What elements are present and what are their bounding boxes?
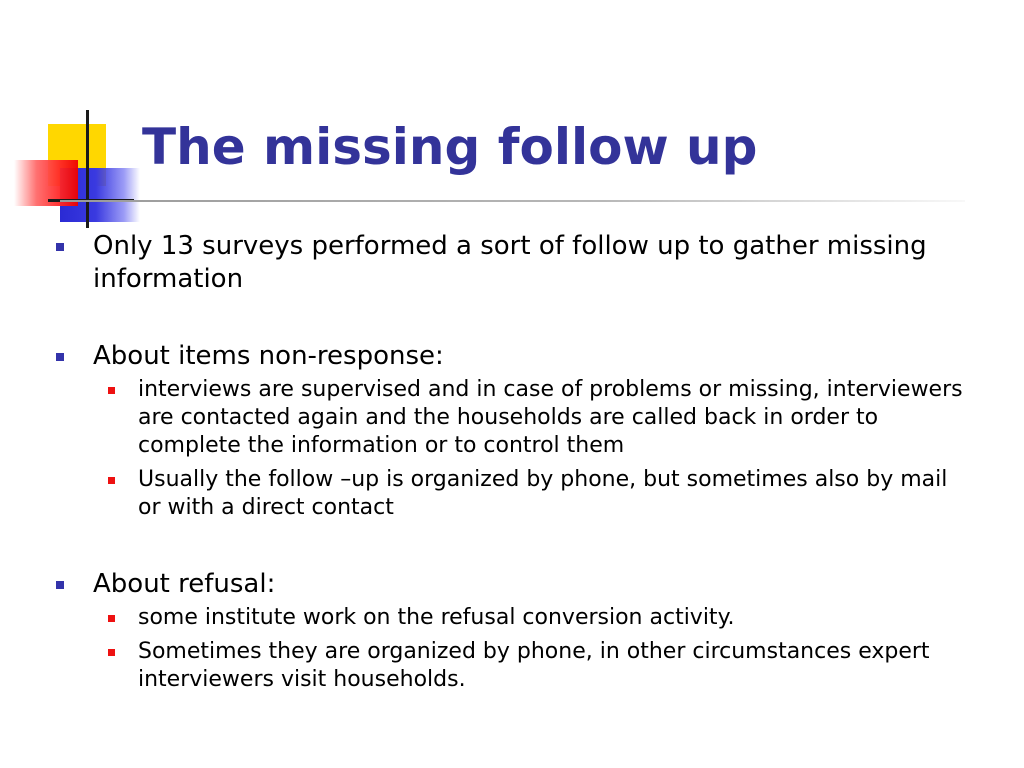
bullet-item (93, 568, 953, 601)
sub-bullet-square-icon (108, 615, 115, 622)
bullet-square-icon (56, 243, 64, 251)
sub-bullet-text: some institute work on the refusal conversion activity. (138, 605, 735, 630)
sub-bullet-square-icon (108, 649, 115, 656)
title-divider (60, 200, 965, 202)
bullet-text: Only 13 surveys performed a sort of follow up to gather missing information (93, 231, 927, 294)
sub-bullet-item (138, 466, 968, 522)
bullet-text: About items non-response: (93, 341, 444, 371)
slide-title: The missing follow up (142, 118, 758, 176)
bullet-text: About refusal: (93, 569, 276, 599)
sub-bullet-text: Usually the follow –up is organized by phone, but sometimes also by mail or with a direct contact (138, 467, 948, 520)
sub-bullet-text: interviews are supervised and in case of problems or missing, interviewers are contacted again and the households are called back in order to complete the information or to control them (138, 377, 963, 458)
sub-bullet-square-icon (108, 387, 115, 394)
bullet-square-icon (56, 581, 64, 589)
sub-bullet-item (138, 376, 968, 460)
sub-bullet-item (138, 638, 968, 694)
bullet-item (93, 230, 953, 296)
bullet-list (0, 226, 1024, 694)
sub-bullet-text: Sometimes they are organized by phone, in other circumstances expert interviewers visit households. (138, 639, 930, 692)
sub-bullet-square-icon (108, 477, 115, 484)
bullet-item (93, 340, 953, 373)
sub-bullet-item (138, 604, 968, 632)
bullet-square-icon (56, 353, 64, 361)
logo-vertical-line (86, 110, 89, 228)
